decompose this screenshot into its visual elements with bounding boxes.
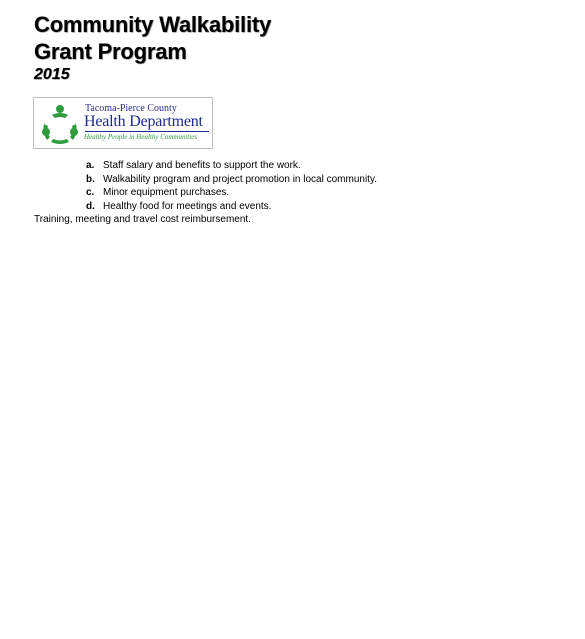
expense-list (0, 159, 377, 213)
list-item (0, 200, 377, 214)
list-marker: b. (86, 173, 95, 185)
list-marker: a. (86, 160, 95, 171)
list-item (0, 186, 377, 200)
logo-main-text: Health Department (84, 113, 203, 130)
list-marker: d. (86, 200, 95, 212)
list-item-text: Walkability program and project promotion in local community. (103, 173, 377, 185)
reimbursement-note: Training, meeting and travel cost reimbursement. (34, 214, 251, 225)
list-item (0, 159, 377, 173)
list-marker: c. (86, 187, 95, 198)
title-line-1: Community Walkability (34, 12, 272, 37)
logo-tagline: Healthy People in Healthy Communities (84, 133, 198, 141)
logo-top-text: Tacoma-Pierce County (85, 103, 177, 114)
list-item-text: Minor equipment purchases. (103, 187, 230, 198)
list-item-text: Healthy food for meetings and events. (103, 200, 272, 212)
logo-divider (85, 131, 209, 132)
people-circle-icon (38, 102, 82, 146)
health-department-logo (33, 97, 213, 149)
list-item (0, 173, 377, 187)
document-title (34, 11, 271, 65)
title-line-2: Grant Program (34, 39, 187, 64)
list-item-text: Staff salary and benefits to support the work. (103, 160, 301, 171)
document-year: 2015 (34, 66, 70, 83)
